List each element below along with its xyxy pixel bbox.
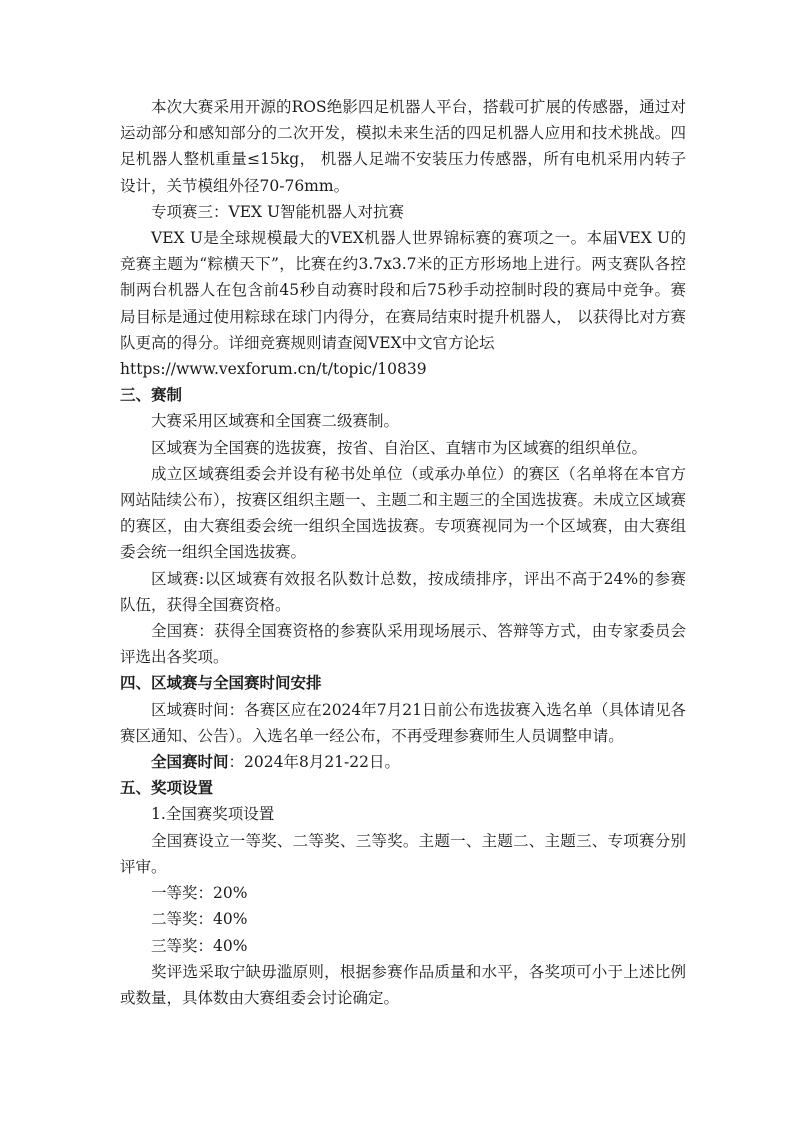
prize-second: 二等奖：40% bbox=[151, 910, 248, 929]
paragraph-regional-ranking: 区域赛:以区域赛有效报名队数计总数，按成绩排序，评出不高于24%的参赛队伍，获得全国赛资格。 bbox=[120, 569, 686, 614]
paragraph-regional-selection: 区域赛为全国赛的选拔赛，按省、自治区、直辖市为区域赛的组织单位。 bbox=[151, 438, 648, 457]
paragraph-national-evaluation: 全国赛：获得全国赛资格的参赛队采用现场展示、答辩等方式，由专家委员会评选出各奖项。 bbox=[120, 622, 686, 667]
paragraph-regional-committee: 成立区域赛组委会并设有秘书处单位（或承办单位）的赛区（名单将在本官方网站陆续公布），按赛区组织主题一、主题二和主题三的全国选拔赛。未成立区域赛的赛区，由大赛组委会统一组织全国选拔赛。专项赛视同为一个区域赛，由大赛组委会统一组织全国选拔赛。 bbox=[120, 464, 686, 562]
section-heading-schedule: 四、区域赛与全国赛时间安排 bbox=[120, 674, 322, 693]
paragraph-two-level-system: 大赛采用区域赛和全国赛二级赛制。 bbox=[151, 412, 400, 431]
vex-u-description: VEX U是全球规模最大的VEX机器人世界锦标赛的赛项之一。本届VEX U的竞赛主题为“粽横天下”，比赛在约3.7x3.7米的正方形场地上进行。两支赛队各控制两台机器人在包含前45秒自动赛时段和后75秒手动控制时段的赛局中竞争。赛局目标是通过使用粽球在球门内得分，在赛局结束时提升机器人， 以获得比对方赛队更高的得分。详细竞赛规则请查阅VEX中文官方论坛 bbox=[120, 229, 686, 352]
national-time-text: ：2024年8月21-22日。 bbox=[228, 753, 401, 772]
paragraph-vex-u bbox=[120, 225, 686, 356]
section-heading-awards: 五、奖项设置 bbox=[120, 779, 214, 798]
prize-first: 一等奖：20% bbox=[151, 884, 248, 903]
section-heading-competition-system: 三、赛制 bbox=[120, 386, 183, 405]
paragraph-ros-platform: 本次大赛采用开源的ROS绝影四足机器人平台，搭载可扩展的传感器，通过对运动部分和感知部分的二次开发，模拟未来生活的四足机器人应用和技术挑战。四足机器人整机重量≤15kg， 机器人足端不安装压力传感器，所有电机采用内转子设计，关节模组外径70-76mm。 bbox=[120, 98, 686, 195]
subheading-national-awards: 1.全国赛奖项设置 bbox=[151, 805, 275, 824]
paragraph-national-time bbox=[120, 749, 686, 775]
paragraph-awards-levels: 全国赛设立一等奖、二等奖、三等奖。主题一、主题二、主题三、专项赛分别评审。 bbox=[120, 831, 686, 876]
national-time-label: 全国赛时间 bbox=[151, 753, 229, 772]
paragraph-special-event-three: 专项赛三：VEX U智能机器人对抗赛 bbox=[151, 202, 405, 221]
paragraph-regional-time: 区域赛时间：各赛区应在2024年7月21日前公布选拔赛入选名单（具体请见各赛区通知、公告）。入选名单一经公布，不再受理参赛师生人员调整申请。 bbox=[120, 700, 686, 745]
document-page bbox=[120, 94, 686, 1011]
vex-forum-url: https://www.vexforum.cn/t/topic/10839 bbox=[120, 360, 427, 379]
prize-third: 三等奖：40% bbox=[151, 936, 248, 955]
paragraph-award-principle: 奖评选采取宁缺毋滥原则，根据参赛作品质量和水平，各奖项可小于上述比例或数量，具体数由大赛组委会讨论确定。 bbox=[120, 962, 686, 1007]
